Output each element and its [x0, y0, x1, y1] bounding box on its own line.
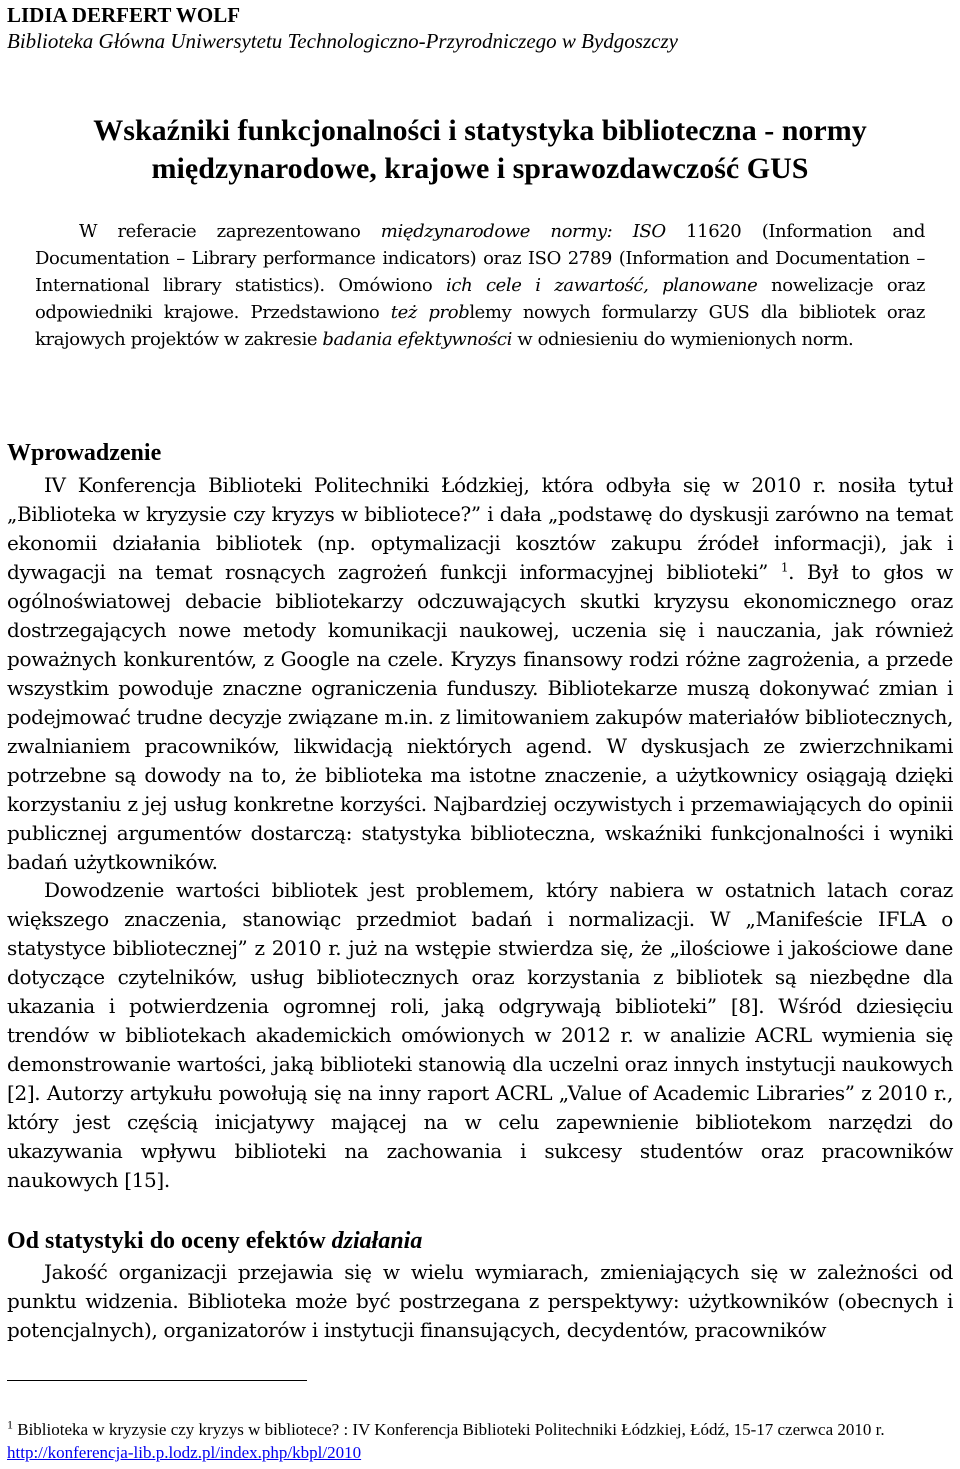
footnote-separator	[7, 1380, 307, 1381]
footnote-number: 1	[7, 1417, 13, 1432]
footnote-text: Biblioteka w kryzysie czy kryzys w bibliotece? : IV Konferencja Biblioteki Politechniki Łódzkiej, Łódź, 15-17 czerwca 2010 r.	[13, 1420, 885, 1439]
body-paragraph: Jakość organizacji przejawia się w wielu wymiarach, zmieniających się w zależności od punktu widzenia. Biblioteka może być postrzegana z perspektywy: użytkowników (obecnych i potencjalnych), organizatorów i instytucji finansujących, decydentów, pracowników	[7, 1260, 953, 1342]
footnote	[7, 1418, 953, 1464]
abstract-italic: ich cele i zawartość, planowane	[446, 275, 758, 296]
author-affiliation	[7, 28, 947, 54]
author-name: LIDIA DERFERT WOLF	[7, 3, 241, 27]
abstract-text: W referacie zaprezentowano	[79, 221, 381, 242]
abstract-text: nowelizacje oraz odpowiedniki krajowe. Przedstawiono	[35, 275, 925, 323]
heading-text: Od statystyki do oceny efektów	[7, 1228, 332, 1254]
abstract-text: w odniesieniu do wymienionych norm.	[511, 329, 854, 350]
abstract	[35, 218, 925, 353]
footnote-reference[interactable]: 1	[780, 560, 789, 575]
affiliation-italic: Biblioteka Główna Uniwersytetu Technologiczno	[7, 29, 419, 53]
paper-title: Wskaźniki funkcjonalności i statystyka biblioteczna - normy międzynarodowe, krajowe i sprawozdawczość GUS	[93, 114, 867, 185]
abstract-paragraph	[35, 218, 925, 353]
paragraph-text: . Był to głos w ogólnoświatowej debacie bibliotekarzy odczuwających skutki kryzysu ekonomicznego oraz dostrzegających nowe metody komunikacji naukowej, uczenia się i nauczania, jak również poważnych konkurentów, z Google na czele. Kryzys finansowy rodzi różne zagrożenia, a przede wszystkim powoduje znaczne ograniczenia funduszy. Bibliotekarze muszą dokonywać zmian i podejmować trudne decyzje związane m.in. z limitowaniem zakupów materiałów bibliotecznych, zwalnianiem pracowników, likwidacją niektórych agend. W dyskusjach ze zwierzchnikami potrzebne są dowody na to, że biblioteka ma istotne znaczenie, a użytkownicy osiągają dzięki korzystaniu z jej usług konkretne korzyści. Najbardziej oczywistych i przemawiających do opinii publicznej argumentów dostarczą: statystyka biblioteczna, wskaźniki funkcjonalności i wyniki badań użytkowników.	[7, 560, 954, 874]
abstract-italic: międzynarodowe normy: ISO	[380, 221, 666, 242]
section-heading-statistics	[7, 1226, 947, 1256]
paragraph-text: IV Konferencja Biblioteki Politechniki Łódzkiej, która odbyła się w 2010 r. nosiła tytuł „Biblioteka w kryzysie czy kryzys w bibliotece?” i dała „podstawę do dyskusji zarówno na temat ekonomii działania bibliotek (np. optymalizacji kosztów zakupu źródeł informacji), jak i dywagacji na temat rosnących zagrożeń funkcji informacyjnej biblioteki”	[7, 473, 953, 584]
abstract-text: lemy nowych formularzy GUS dla bibliotek oraz krajowych projektów w zakresie	[35, 302, 925, 350]
abstract-text: 11620 (Information and Documentation – Library performance indicators) oraz ISO 2789 (Information and Documentation – International library statistics). Omówiono	[35, 221, 925, 296]
abstract-italic: też prob	[390, 302, 470, 323]
footnote-link[interactable]: http://konferencja-lib.p.lodz.pl/index.php/kbpl/2010	[7, 1443, 362, 1462]
heading-italic: działania	[331, 1228, 423, 1254]
body-paragraph: Dowodzenie wartości bibliotek jest problemem, który nabiera w ostatnich latach coraz większego znaczenia, stanowiąc przedmiot badań i normalizacji. W „Manifeście IFLA o statystyce bibliotecznej” z 2010 r. już na wstępie stwierdza się, że „ilościowe i jakościowe dane dotyczące czytelników, usług bibliotecznych oraz korzystania z bibliotek są niezbędne dla ukazania i potwierdzenia ogromnej roli, jaką odgrywają biblioteki” [8]. Wśród dziesięciu trendów w bibliotekach akademickich omówionych w 2012 r. w analizie ACRL wymienia się demonstrowanie wartości, jaką biblioteki stanowią dla uczelni oraz innych instytucji naukowych [2]. Autorzy artykułu powołują się na inny raport ACRL „Value of Academic Libraries” z 2010 r., który jest częścią inicjatywy mającej na w celu zapewnienie bibliotekom narzędzi do ukazywania wpływu biblioteki na zachowania i sukcesy studentów oraz pracowników naukowych [15].	[7, 878, 953, 1192]
affiliation-rest: -Przyrodniczego w Bydgoszczy	[418, 29, 678, 53]
abstract-italic: badania efektywności	[322, 329, 512, 350]
section-heading-introduction: Wprowadzenie	[7, 440, 162, 466]
body-paragraph	[7, 471, 953, 877]
